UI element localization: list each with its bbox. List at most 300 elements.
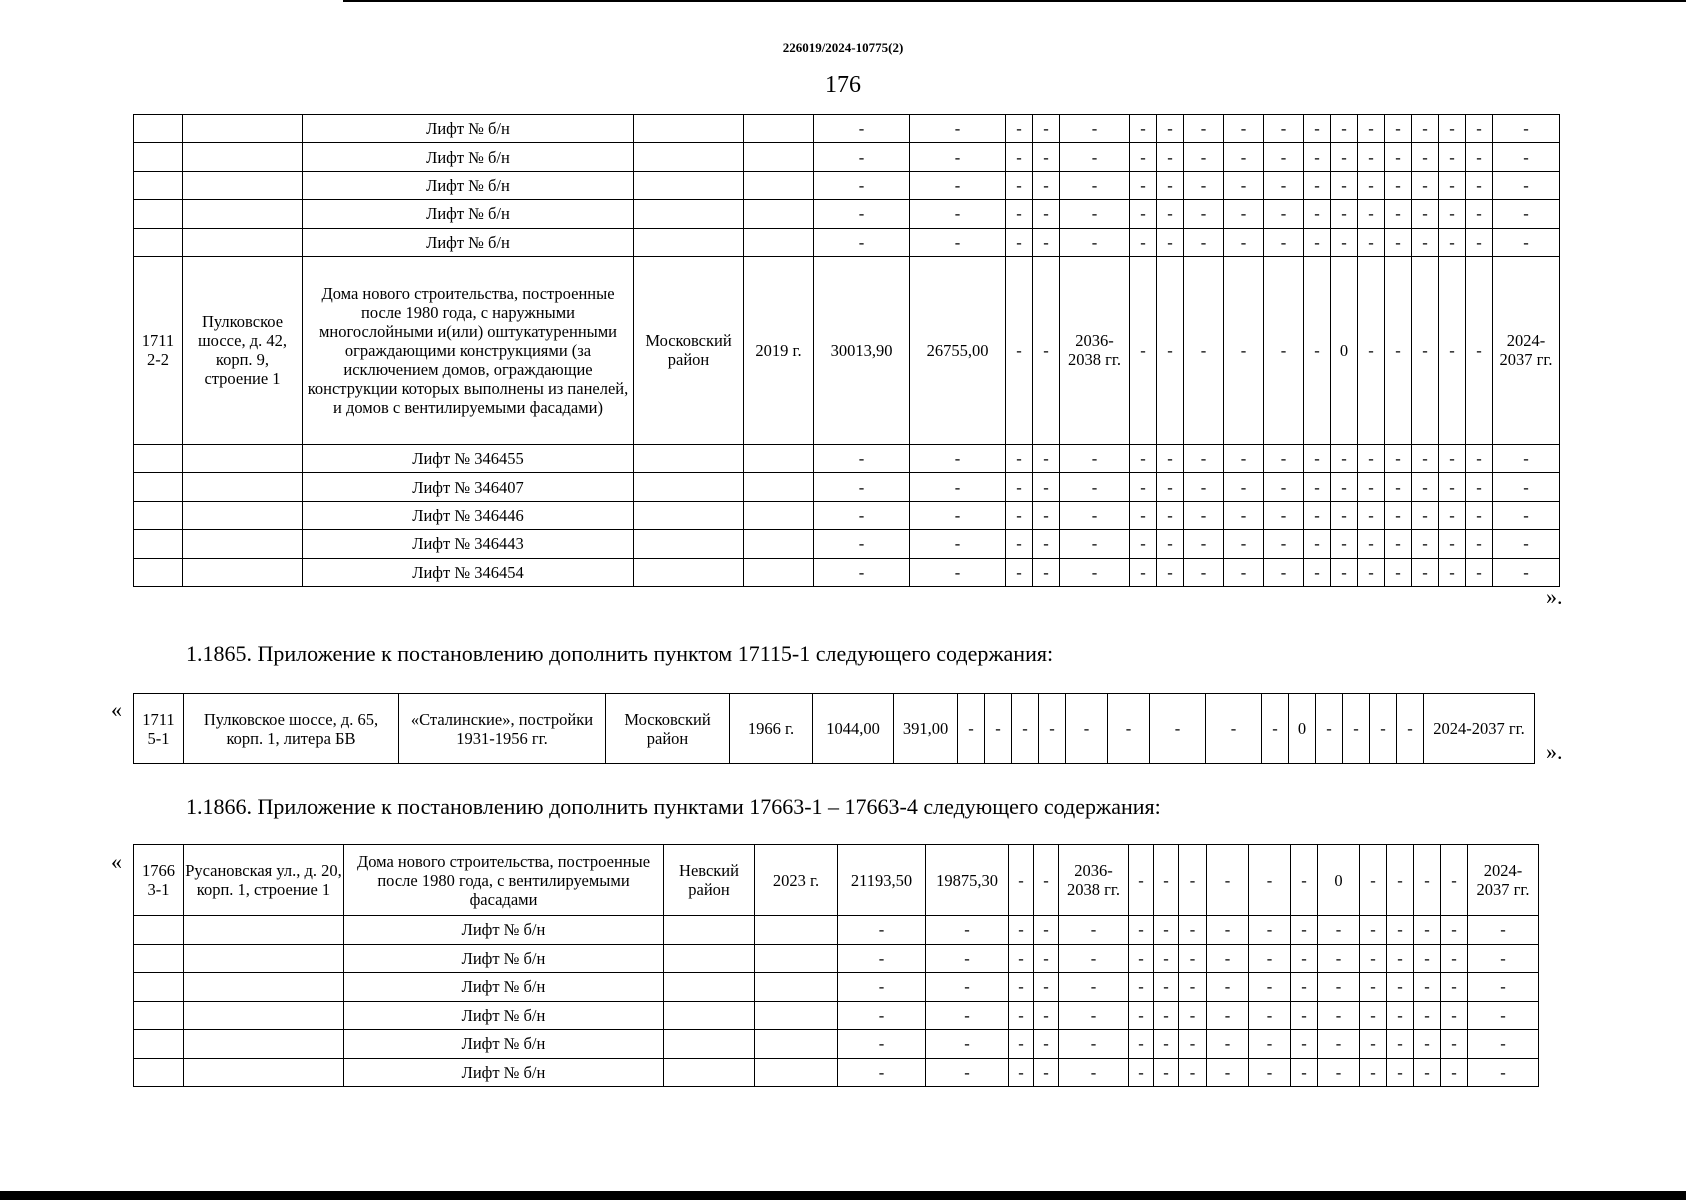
cell-value: -: [1012, 694, 1039, 764]
cell-value: -: [1466, 530, 1493, 558]
cell-value: -: [1439, 115, 1466, 143]
cell-value: -: [1006, 228, 1033, 256]
cell-value: -: [1412, 228, 1439, 256]
cell-value: -: [1060, 171, 1130, 199]
cell-value: -: [1441, 1030, 1468, 1059]
cell-empty: [755, 1058, 838, 1087]
cell-empty: [664, 1030, 755, 1059]
cell-lift-number: Лифт № 346446: [303, 501, 634, 529]
table-row-lift: [134, 1001, 1539, 1030]
cell-value: -: [1157, 558, 1184, 586]
cell-empty: [134, 944, 184, 973]
cell-empty: [755, 1001, 838, 1030]
cell-empty: [664, 973, 755, 1002]
cell-value: -: [1412, 530, 1439, 558]
cell-value: -: [1207, 916, 1249, 945]
cell-value: -: [1493, 228, 1560, 256]
table-row-lift: [134, 143, 1560, 171]
cell-empty: [183, 171, 303, 199]
cell-value: -: [1493, 530, 1560, 558]
cell-value: -: [1179, 1001, 1207, 1030]
cell-empty: [134, 444, 183, 472]
cell-value: -: [838, 916, 926, 945]
cell-value: -: [1009, 973, 1034, 1002]
cell-value: -: [1129, 916, 1154, 945]
cell-value: -: [1387, 916, 1414, 945]
cell-empty: [184, 1001, 344, 1030]
cell-value: -: [1179, 1030, 1207, 1059]
cell-value: -: [1264, 256, 1304, 444]
cell-value: -: [1154, 1030, 1179, 1059]
cell-empty: [755, 944, 838, 973]
cell-value: -: [1331, 115, 1358, 143]
cell-value: -: [910, 228, 1006, 256]
cell-period: 2036-2038 гг.: [1059, 845, 1129, 916]
cell-value: -: [1033, 530, 1060, 558]
cell-value: -: [1331, 171, 1358, 199]
cell-value: -: [1207, 1030, 1249, 1059]
cell-value: -: [1184, 228, 1224, 256]
cell-value: -: [1358, 228, 1385, 256]
cell-value: -: [1154, 916, 1179, 945]
table-row-building-17663-1: [134, 845, 1539, 916]
cell-empty: [744, 558, 814, 586]
cell-value: -: [1006, 115, 1033, 143]
cell-empty: [183, 228, 303, 256]
cell-value: -: [926, 916, 1009, 945]
cell-value: -: [814, 530, 910, 558]
cell-value: -: [1360, 973, 1387, 1002]
cell-last-period: 2024-2037 гг.: [1493, 256, 1560, 444]
cell-value: -: [1129, 973, 1154, 1002]
cell-value: -: [1385, 228, 1412, 256]
cell-value: -: [1414, 845, 1441, 916]
cell-value: -: [1318, 944, 1360, 973]
cell-value: -: [1387, 973, 1414, 1002]
cell-value: -: [1493, 444, 1560, 472]
cell-value: -: [814, 143, 910, 171]
cell-value: -: [1224, 228, 1264, 256]
cell-value: -: [926, 1001, 1009, 1030]
cell-value: -: [1157, 530, 1184, 558]
cell-empty: [744, 228, 814, 256]
cell-value: -: [1034, 973, 1059, 1002]
registration-number: 226019/2024-10775(2): [782, 40, 904, 55]
cell-value: -: [1493, 171, 1560, 199]
cell-value: -: [1060, 530, 1130, 558]
cell-value: -: [1331, 530, 1358, 558]
cell-area-living: 26755,00: [910, 256, 1006, 444]
cell-lift-number: Лифт № б/н: [344, 916, 664, 945]
cell-value: -: [1034, 916, 1059, 945]
cell-empty: [184, 916, 344, 945]
cell-value: -: [1184, 115, 1224, 143]
cell-value: -: [1412, 473, 1439, 501]
cell-empty: [134, 501, 183, 529]
cell-value: -: [1385, 171, 1412, 199]
cell-value: -: [1130, 143, 1157, 171]
cell-value: -: [1331, 558, 1358, 586]
cell-value: -: [1466, 200, 1493, 228]
cell-value: -: [1033, 256, 1060, 444]
table-row-lift: [134, 228, 1560, 256]
cell-value: -: [1493, 200, 1560, 228]
cell-value: -: [1291, 916, 1318, 945]
cell-zero: 0: [1289, 694, 1316, 764]
cell-number: 1711 2-2: [134, 256, 183, 444]
cell-value: -: [926, 944, 1009, 973]
cell-value: -: [1249, 1001, 1291, 1030]
cell-year: 1966 г.: [730, 694, 813, 764]
cell-value: -: [1157, 444, 1184, 472]
cell-empty: [134, 1030, 184, 1059]
cell-value: -: [1304, 115, 1331, 143]
cell-value: -: [910, 444, 1006, 472]
cell-value: -: [1060, 115, 1130, 143]
cell-value: -: [1412, 200, 1439, 228]
cell-value: -: [1224, 256, 1264, 444]
cell-value: -: [1358, 143, 1385, 171]
cell-value: -: [1385, 444, 1412, 472]
cell-empty: [134, 143, 183, 171]
cell-value: -: [1130, 530, 1157, 558]
cell-value: -: [1439, 473, 1466, 501]
cell-empty: [634, 200, 744, 228]
cell-value: -: [910, 115, 1006, 143]
cell-value: -: [1439, 444, 1466, 472]
cell-empty: [634, 558, 744, 586]
cell-value: -: [838, 973, 926, 1002]
cell-lift-number: Лифт № 346407: [303, 473, 634, 501]
cell-value: -: [1157, 228, 1184, 256]
page-number: 176: [825, 72, 861, 98]
cell-value: -: [814, 115, 910, 143]
cell-value: -: [1385, 256, 1412, 444]
cell-value: -: [1385, 115, 1412, 143]
cell-value: -: [1493, 473, 1560, 501]
cell-value: -: [1224, 530, 1264, 558]
cell-value: -: [1154, 845, 1179, 916]
cell-value: -: [1387, 1030, 1414, 1059]
cell-value: -: [1006, 473, 1033, 501]
cell-value: -: [1130, 256, 1157, 444]
cell-value: -: [1059, 973, 1129, 1002]
cell-value: -: [1129, 1058, 1154, 1087]
table-row-lift: [134, 115, 1560, 143]
cell-value: -: [1130, 558, 1157, 586]
table-row-lift: [134, 1030, 1539, 1059]
cell-value: -: [1360, 916, 1387, 945]
cell-value: -: [1370, 694, 1397, 764]
cell-value: -: [1129, 1030, 1154, 1059]
cell-value: -: [1358, 473, 1385, 501]
cell-empty: [134, 200, 183, 228]
cell-empty: [744, 501, 814, 529]
cell-value: -: [1059, 1030, 1129, 1059]
cell-value: -: [1414, 944, 1441, 973]
cell-empty: [634, 530, 744, 558]
cell-value: -: [1034, 845, 1059, 916]
cell-value: -: [1385, 530, 1412, 558]
cell-empty: [634, 228, 744, 256]
cell-area-living: 19875,30: [926, 845, 1009, 916]
cell-value: -: [1343, 694, 1370, 764]
table-row-lift: [134, 444, 1560, 472]
cell-district: Московский район: [634, 256, 744, 444]
cell-value: -: [1006, 200, 1033, 228]
cell-value: -: [1331, 200, 1358, 228]
cell-value: -: [1059, 1001, 1129, 1030]
cell-value: -: [1412, 143, 1439, 171]
cell-value: -: [1466, 558, 1493, 586]
cell-value: -: [1059, 944, 1129, 973]
cell-district: Невский район: [664, 845, 755, 916]
cell-empty: [183, 143, 303, 171]
cell-value: -: [1318, 916, 1360, 945]
cell-empty: [184, 1030, 344, 1059]
cell-number: 1766 3-1: [134, 845, 184, 916]
table-row-lift: [134, 501, 1560, 529]
cell-value: -: [1291, 1030, 1318, 1059]
cell-value: -: [910, 171, 1006, 199]
cell-value: -: [1439, 501, 1466, 529]
cell-value: -: [1387, 1058, 1414, 1087]
cell-value: -: [1264, 143, 1304, 171]
cell-value: -: [1316, 694, 1343, 764]
cell-empty: [134, 1001, 184, 1030]
cell-value: -: [1157, 256, 1184, 444]
cell-last-period: 2024-2037 гг.: [1424, 694, 1535, 764]
cell-value: -: [1224, 558, 1264, 586]
cell-value: -: [1009, 1058, 1034, 1087]
cell-value: -: [1412, 256, 1439, 444]
cell-empty: [184, 1058, 344, 1087]
table-appendix-17115: [133, 693, 1535, 764]
cell-value: -: [1033, 143, 1060, 171]
cell-empty: [183, 558, 303, 586]
cell-empty: [755, 916, 838, 945]
paragraph-1865: 1.1865. Приложение к постановлению дополнить пунктом 17115-1 следующего содержания:: [186, 641, 1054, 666]
cell-value: -: [1358, 558, 1385, 586]
closing-quote-2: ».: [1546, 739, 1563, 764]
cell-value: -: [1360, 1030, 1387, 1059]
cell-value: -: [814, 558, 910, 586]
cell-value: -: [1129, 1001, 1154, 1030]
table-row-lift: [134, 1058, 1539, 1087]
cell-value: -: [1060, 501, 1130, 529]
cell-empty: [634, 171, 744, 199]
cell-value: -: [1441, 916, 1468, 945]
cell-value: -: [1304, 444, 1331, 472]
cell-lift-number: Лифт № 346443: [303, 530, 634, 558]
cell-lift-number: Лифт № 346455: [303, 444, 634, 472]
cell-value: -: [1009, 1001, 1034, 1030]
cell-value: -: [1264, 115, 1304, 143]
cell-value: -: [1249, 944, 1291, 973]
cell-value: -: [1468, 1001, 1539, 1030]
cell-value: -: [814, 228, 910, 256]
cell-value: -: [1249, 973, 1291, 1002]
cell-value: -: [1006, 558, 1033, 586]
cell-value: -: [1033, 558, 1060, 586]
cell-value: -: [1441, 944, 1468, 973]
cell-value: -: [1412, 444, 1439, 472]
cell-value: -: [1358, 200, 1385, 228]
cell-value: -: [1385, 473, 1412, 501]
cell-zero: 0: [1331, 256, 1358, 444]
cell-value: -: [1184, 473, 1224, 501]
cell-district: Московский район: [606, 694, 730, 764]
cell-value: -: [1304, 143, 1331, 171]
cell-lift-number: Лифт № 346454: [303, 558, 634, 586]
cell-value: -: [1224, 473, 1264, 501]
cell-zero: 0: [1318, 845, 1360, 916]
cell-value: -: [1318, 1058, 1360, 1087]
cell-empty: [634, 115, 744, 143]
cell-value: -: [1264, 530, 1304, 558]
cell-value: -: [1108, 694, 1150, 764]
cell-value: -: [1264, 473, 1304, 501]
cell-value: -: [1387, 1001, 1414, 1030]
cell-value: -: [1249, 916, 1291, 945]
cell-value: -: [1033, 444, 1060, 472]
cell-value: -: [1034, 1001, 1059, 1030]
table-appendix-17663: [133, 844, 1539, 1087]
cell-value: -: [1385, 558, 1412, 586]
cell-value: -: [1387, 845, 1414, 916]
cell-value: -: [1034, 1058, 1059, 1087]
cell-area-total: 30013,90: [814, 256, 910, 444]
cell-lift-number: Лифт № б/н: [303, 115, 634, 143]
cell-value: -: [1466, 115, 1493, 143]
cell-value: -: [1150, 694, 1206, 764]
cell-value: -: [1318, 1001, 1360, 1030]
cell-value: -: [1358, 256, 1385, 444]
cell-value: -: [1493, 115, 1560, 143]
cell-value: -: [1130, 501, 1157, 529]
cell-empty: [634, 473, 744, 501]
cell-value: -: [1179, 944, 1207, 973]
cell-empty: [664, 1058, 755, 1087]
cell-value: -: [1358, 501, 1385, 529]
cell-value: -: [1207, 845, 1249, 916]
cell-building-type: «Сталинские», постройки 1931-1956 гг.: [399, 694, 606, 764]
cell-empty: [134, 558, 183, 586]
cell-value: -: [1439, 558, 1466, 586]
cell-value: -: [1304, 256, 1331, 444]
table-row-lift: [134, 200, 1560, 228]
cell-value: -: [1207, 1058, 1249, 1087]
cell-value: -: [1468, 973, 1539, 1002]
cell-value: -: [1493, 558, 1560, 586]
cell-value: -: [1207, 973, 1249, 1002]
cell-value: -: [1304, 473, 1331, 501]
cell-empty: [183, 115, 303, 143]
cell-year: 2019 г.: [744, 256, 814, 444]
cell-value: -: [1224, 143, 1264, 171]
cell-value: -: [814, 473, 910, 501]
cell-value: -: [926, 1030, 1009, 1059]
cell-value: -: [1179, 1058, 1207, 1087]
cell-value: -: [1493, 501, 1560, 529]
cell-empty: [744, 530, 814, 558]
cell-value: -: [1468, 944, 1539, 973]
cell-value: -: [1130, 444, 1157, 472]
cell-lift-number: Лифт № б/н: [344, 1058, 664, 1087]
cell-value: -: [1414, 1001, 1441, 1030]
cell-value: -: [814, 444, 910, 472]
cell-lift-number: Лифт № б/н: [344, 1030, 664, 1059]
cell-value: -: [1397, 694, 1424, 764]
cell-empty: [755, 973, 838, 1002]
cell-lift-number: Лифт № б/н: [303, 171, 634, 199]
cell-value: -: [1249, 845, 1291, 916]
cell-value: -: [910, 473, 1006, 501]
cell-empty: [183, 200, 303, 228]
cell-value: -: [1331, 228, 1358, 256]
cell-value: -: [1224, 171, 1264, 199]
cell-value: -: [1304, 228, 1331, 256]
cell-value: -: [910, 530, 1006, 558]
cell-value: -: [926, 1058, 1009, 1087]
cell-value: -: [1318, 1030, 1360, 1059]
cell-value: -: [1262, 694, 1289, 764]
cell-value: -: [1060, 228, 1130, 256]
cell-value: -: [1264, 228, 1304, 256]
cell-value: -: [1412, 115, 1439, 143]
cell-value: -: [1249, 1030, 1291, 1059]
cell-value: -: [1414, 973, 1441, 1002]
cell-address: Русановская ул., д. 20, корп. 1, строение 1: [184, 845, 344, 916]
table-row-lift: [134, 973, 1539, 1002]
cell-value: -: [1264, 501, 1304, 529]
cell-value: -: [838, 1030, 926, 1059]
cell-value: -: [1412, 501, 1439, 529]
cell-empty: [183, 473, 303, 501]
cell-empty: [634, 143, 744, 171]
cell-value: -: [1006, 171, 1033, 199]
cell-value: -: [910, 501, 1006, 529]
cell-value: -: [1264, 558, 1304, 586]
cell-value: -: [1441, 973, 1468, 1002]
cell-value: -: [1291, 1001, 1318, 1030]
cell-value: -: [1157, 473, 1184, 501]
cell-empty: [634, 444, 744, 472]
cell-value: -: [1179, 916, 1207, 945]
cell-value: -: [1224, 444, 1264, 472]
cell-value: -: [1360, 944, 1387, 973]
cell-value: -: [1184, 558, 1224, 586]
cell-building-type: Дома нового строительства, построенные после 1980 года, с наружными многослойными и(или) оштукатуренными ограждающими конструкциями (за исключением домов, ограждающие конструкции которых выполнены из панелей, и домов с вентилируемыми фасадами): [303, 256, 634, 444]
cell-value: -: [1060, 473, 1130, 501]
table-row-lift: [134, 916, 1539, 945]
cell-value: -: [1468, 1058, 1539, 1087]
cell-value: -: [1358, 530, 1385, 558]
cell-value: -: [1009, 845, 1034, 916]
cell-value: -: [1439, 256, 1466, 444]
cell-value: -: [1059, 916, 1129, 945]
cell-value: -: [1184, 143, 1224, 171]
cell-value: -: [1224, 115, 1264, 143]
cell-value: -: [1264, 444, 1304, 472]
table-row-building-17112-2: [134, 256, 1560, 444]
cell-building-type: Дома нового строительства, построенные после 1980 года, с вентилируемыми фасадами: [344, 845, 664, 916]
cell-value: -: [1033, 501, 1060, 529]
cell-value: -: [1441, 1058, 1468, 1087]
cell-lift-number: Лифт № б/н: [303, 200, 634, 228]
cell-empty: [134, 973, 184, 1002]
cell-value: -: [1291, 944, 1318, 973]
